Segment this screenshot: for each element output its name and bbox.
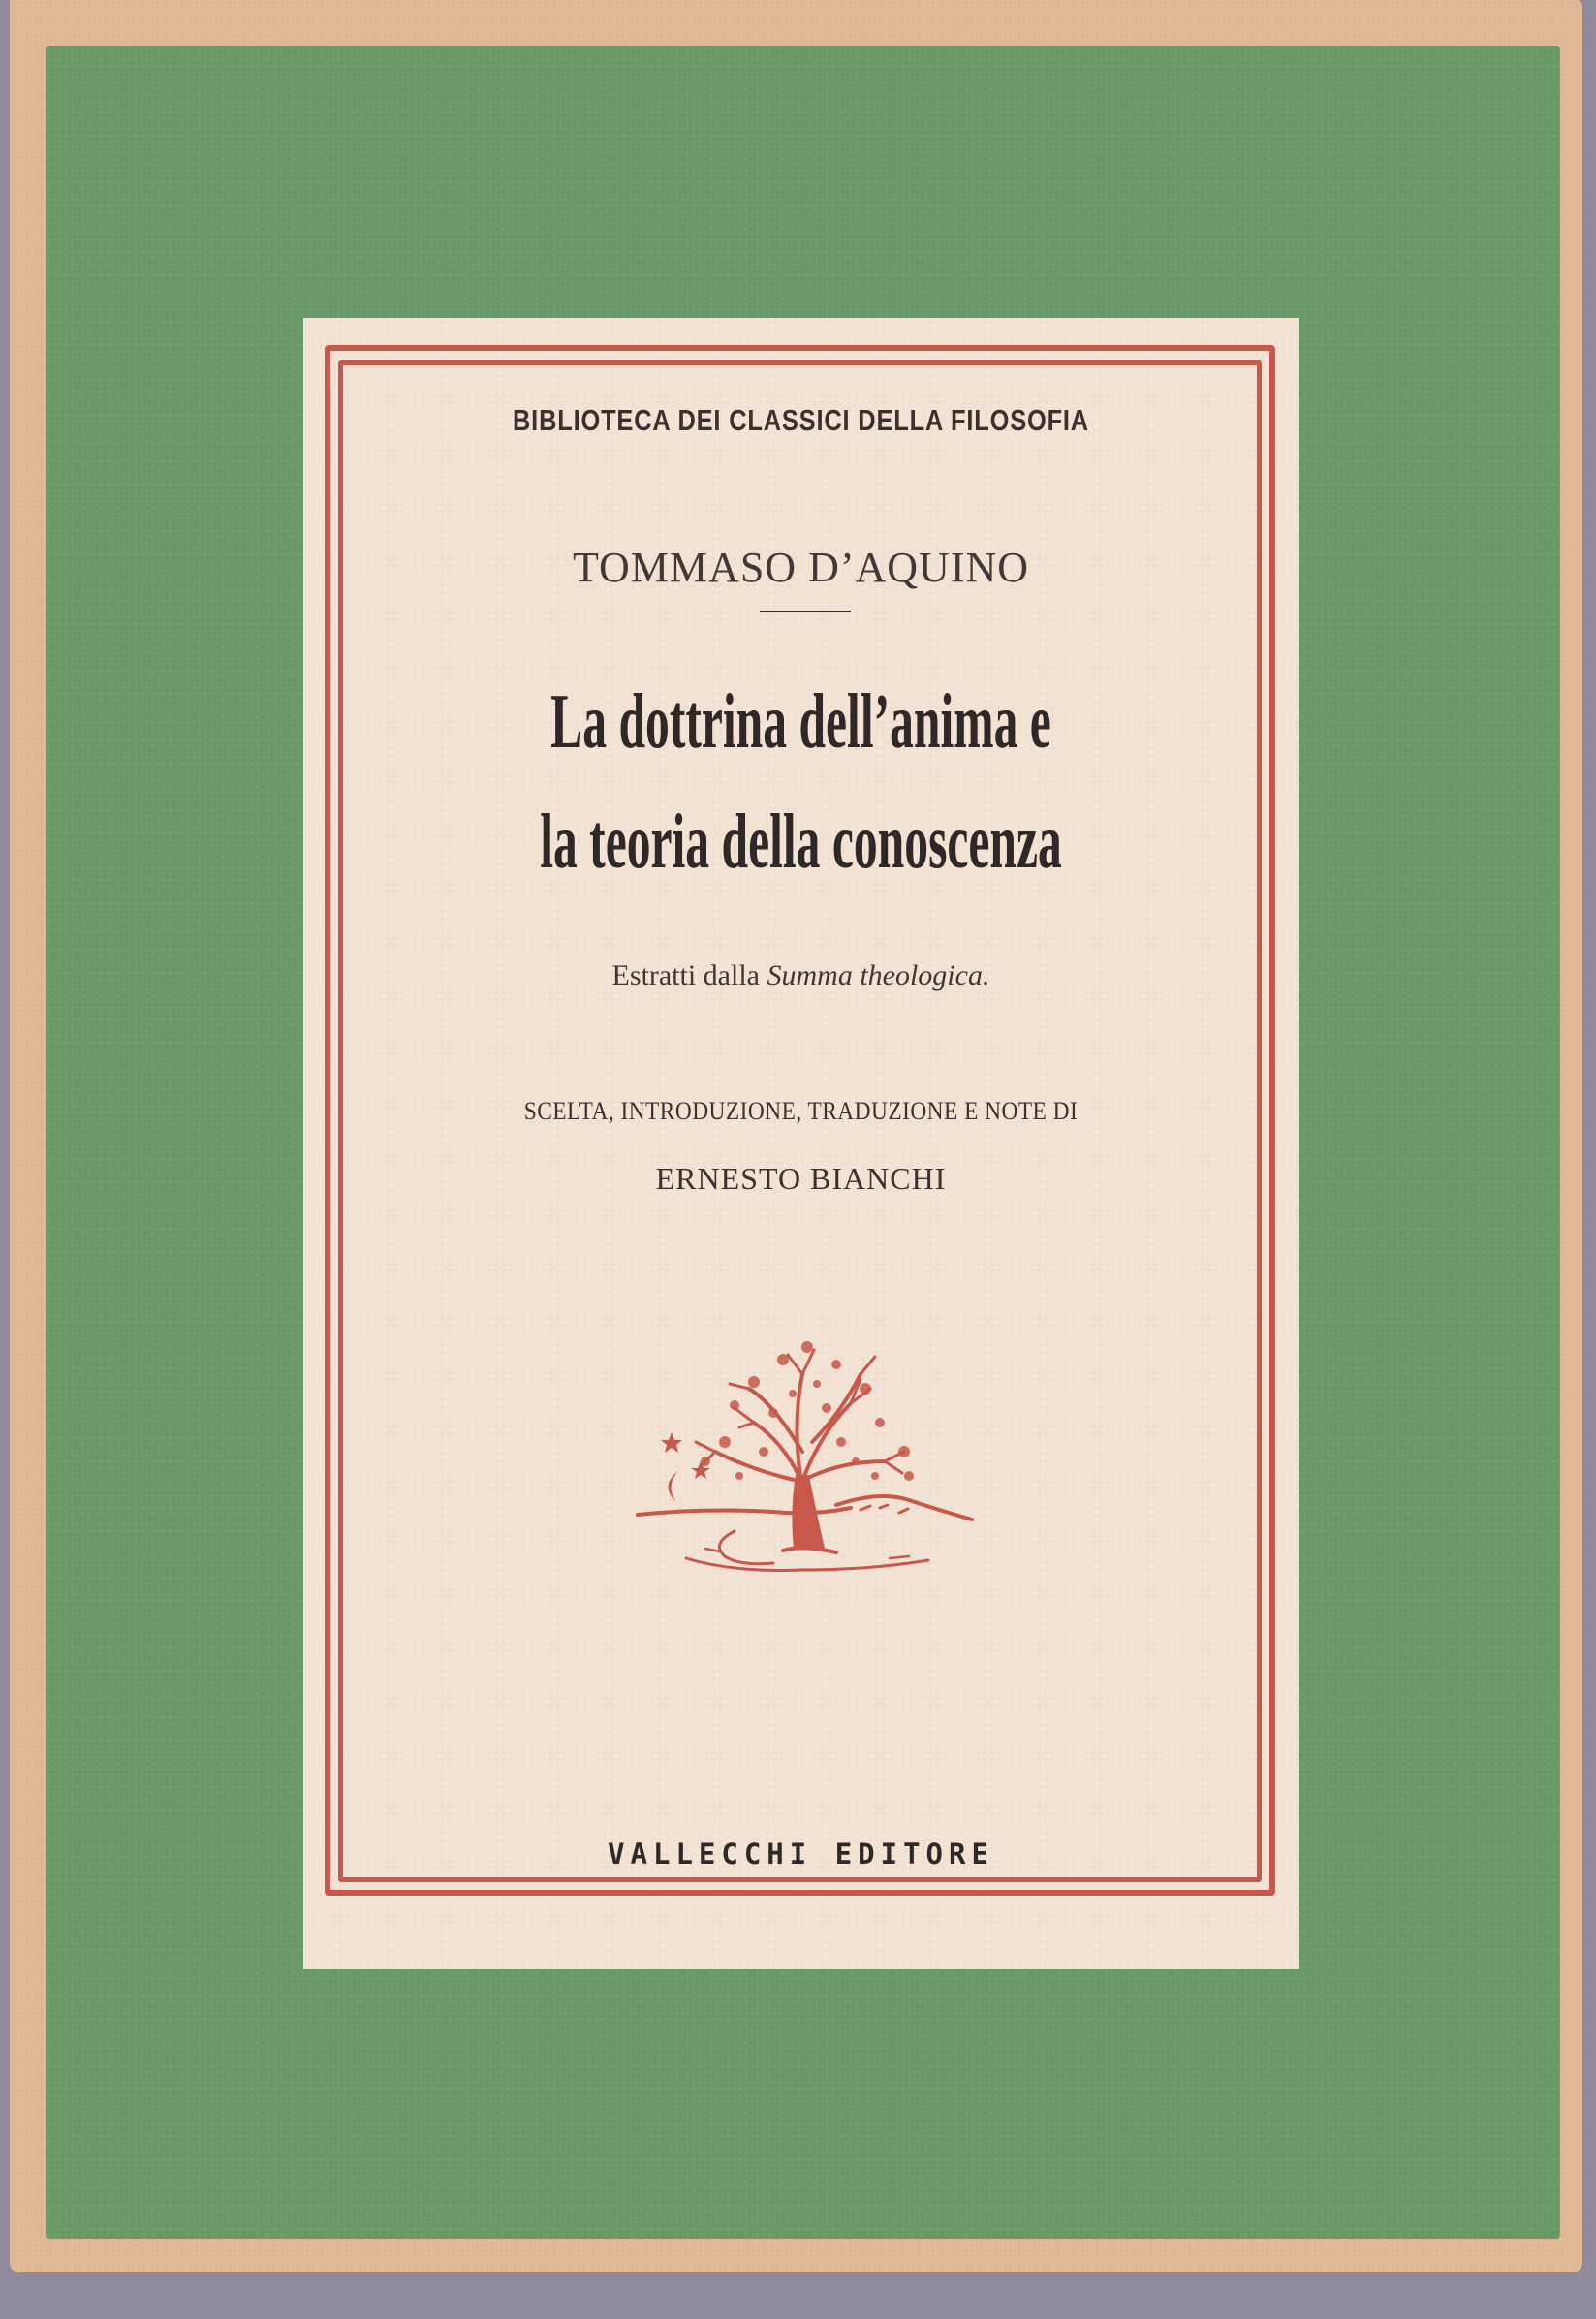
subtitle-italic: Summa theologica. — [767, 959, 990, 991]
credits-line: SCELTA, INTRODUZIONE, TRADUZIONE E NOTE DI — [523, 1097, 1079, 1125]
book-title-line-2: la teoria della conoscenza — [540, 799, 1062, 885]
book-title-line-1: La dottrina dell’anima e — [550, 679, 1051, 765]
subtitle — [303, 959, 1299, 992]
publisher-name: VALLECCHI EDITORE — [608, 1837, 994, 1870]
subtitle-prefix: Estratti dalla — [611, 959, 760, 991]
author-name: TOMMASO D’AQUINO — [572, 544, 1030, 591]
tree-icon — [618, 1316, 986, 1587]
series-title: BIBLIOTECA DEI CLASSICI DELLA FILOSOFIA — [513, 403, 1089, 437]
cover-label — [303, 318, 1299, 1969]
divider-rule — [760, 611, 851, 612]
editor-name: ERNESTO BIANCHI — [655, 1161, 947, 1196]
